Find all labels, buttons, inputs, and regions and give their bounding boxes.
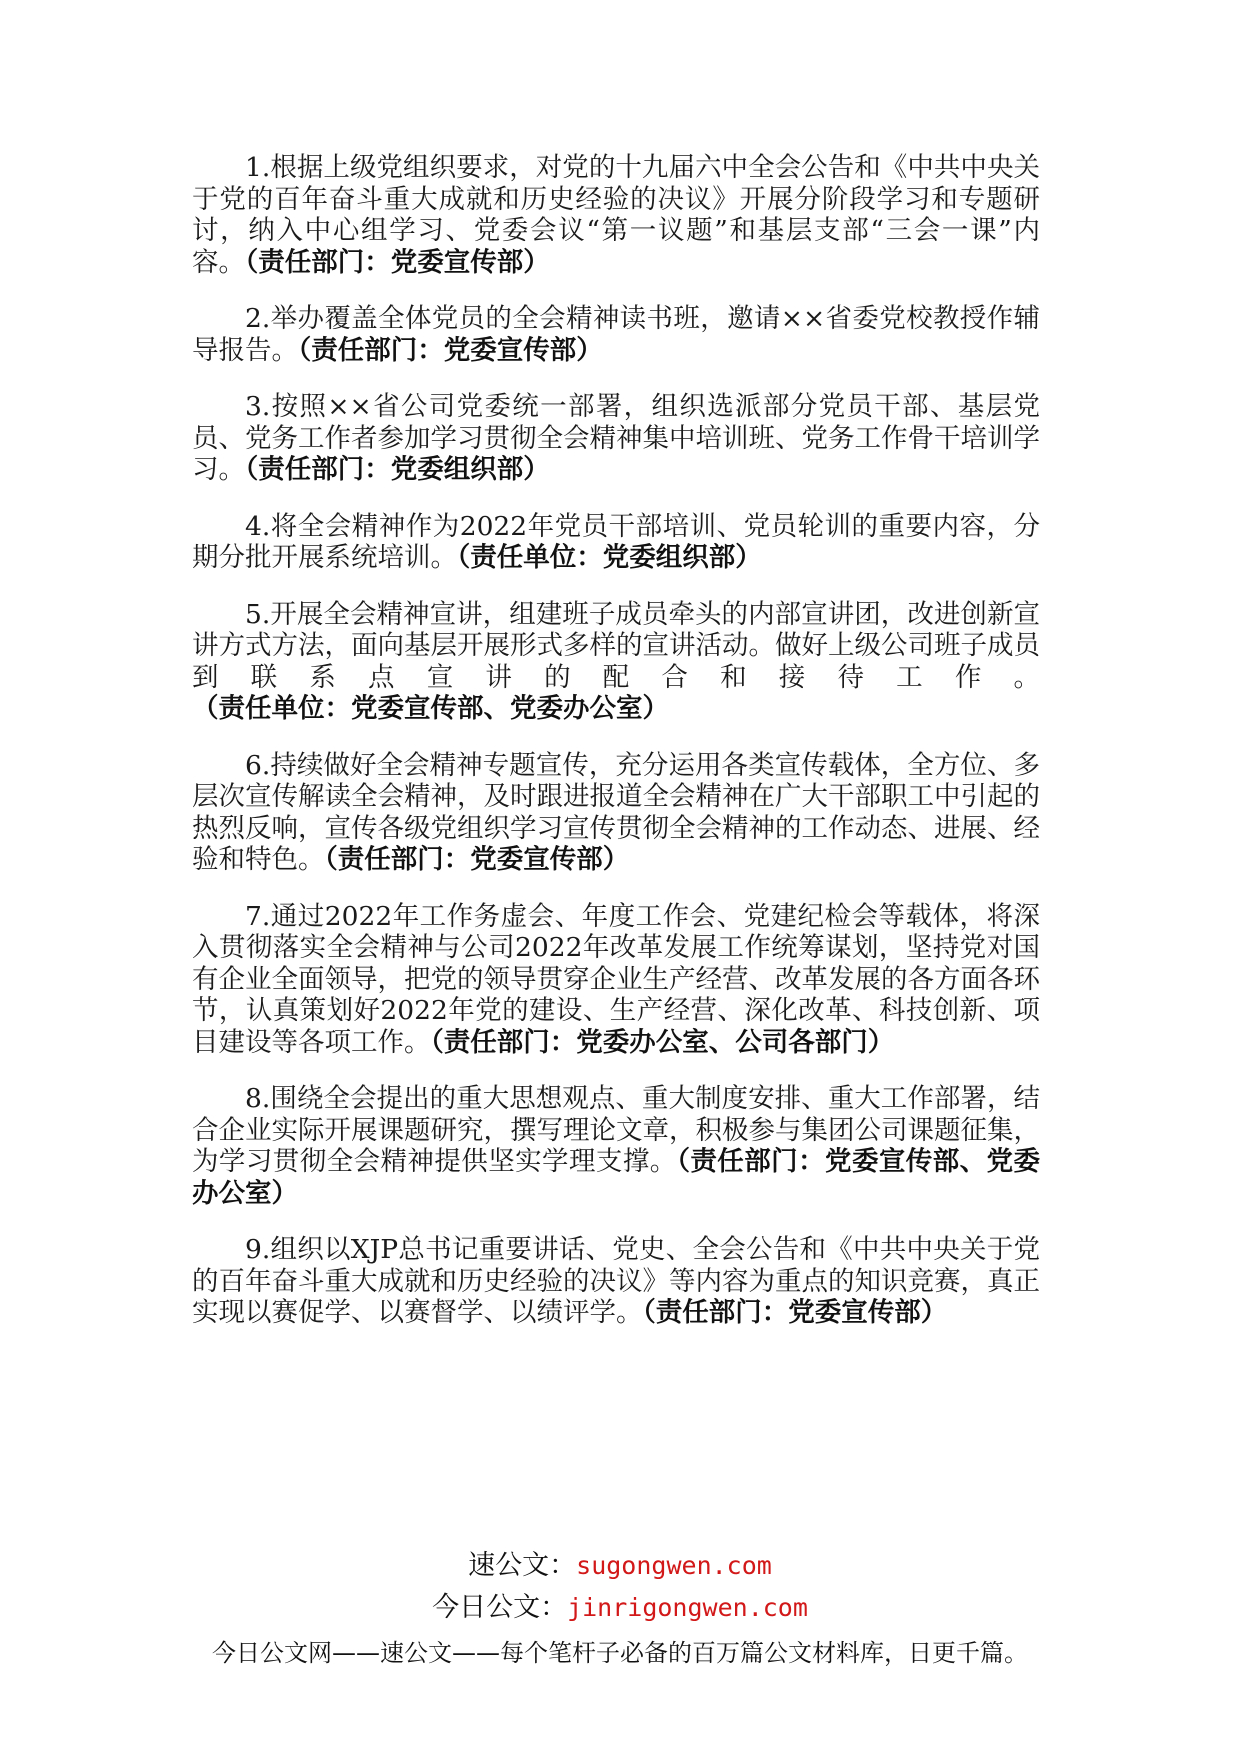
responsibility-label: （责任部门：党委宣传部） [245, 246, 550, 278]
list-item [192, 599, 1040, 725]
responsibility-label: （责任单位：党委组织部） [457, 542, 762, 573]
item-text: 4.将全会精神作为2022年党员干部培训、党员轮训的重要内容，分期分批开展系统培训。 [192, 510, 1040, 573]
item-text: 3.按照××省公司党委统一部署，组织选派部分党员干部、基层党员、党务工作者参加学习贯彻全会精神集中培训班、党务工作骨干培训学习。 [192, 391, 1040, 485]
list-item [192, 1083, 1040, 1209]
footer-label-sugongwen: 速公文： [468, 1550, 577, 1581]
item-text: 6.持续做好全会精神专题宣传，充分运用各类宣传载体，全方位、多层次宣传解读全会精神，及时跟进报道全会精神在广大干部职工中引起的热烈反响，宣传各级党组织学习宣传贯彻全会精神的工作动态、进展、经验和特色。 [192, 749, 1040, 875]
responsibility-label: （责任部门：党委宣传部） [642, 1297, 948, 1328]
list-item [192, 152, 1040, 278]
responsibility-label: （责任部门：党委宣传部、党委办公室） [192, 1146, 1041, 1209]
footer-sugongwen [0, 1548, 1240, 1584]
list-item [192, 750, 1040, 876]
document-body [192, 152, 1040, 1354]
list-item [192, 901, 1040, 1059]
item-text: 8.围绕全会提出的重大思想观点、重大制度安排、重大工作部署，结合企业实际开展课题研究，撰写理论文章，积极参与集团公司课题征集，为学习贯彻全会精神提供坚实学理支撑。 [192, 1083, 1040, 1177]
item-text: 9.组织以XJP总书记重要讲话、党史、全会公告和《中共中央关于党的百年奋斗重大成就和历史经验的决议》等内容为重点的知识竞赛，真正实现以赛促学、以赛督学、以绩评学。 [192, 1234, 1040, 1328]
responsibility-label: （责任部门：党委宣传部） [298, 334, 603, 366]
item-text: 1.根据上级党组织要求，对党的十九届六中全会公告和《中共中央关于党的百年奋斗重大成就和历史经验的决议》开展分阶段学习和专题研讨，纳入中心组学习、党委会议“第一议题”和基层支部“三会一课”内容。 [192, 152, 1040, 278]
item-text: 7.通过2022年工作务虚会、年度工作会、党建纪检会等载体，将深入贯彻落实全会精神与公司2022年改革发展工作统筹谋划，坚持党对国有企业全面领导，把党的领导贯穿企业生产经营、改革发展的各方面各环节，认真策划好2022年党的建设、生产经营、深化改革、科技创新、项目建设等各项工作。 [192, 900, 1040, 1058]
responsibility-label: （责任单位：党委宣传部、党委办公室） [192, 693, 669, 724]
footer-jinrigongwen [0, 1590, 1240, 1626]
list-item [192, 303, 1040, 366]
item-text: 5.开展全会精神宣讲，组建班子成员牵头的内部宣讲团，改进创新宣讲方式方法，面向基层开展形式多样的宣讲活动。做好上级公司班子成员到联系点宣讲的配合和接待工作。 [192, 598, 1040, 693]
list-item [192, 511, 1040, 574]
list-item [192, 1234, 1040, 1329]
responsibility-label: （责任部门：党委办公室、公司各部门） [430, 1026, 895, 1058]
footer-label-jinrigongwen: 今日公文： [432, 1592, 568, 1623]
footer-slogan: 今日公文网——速公文——每个笔杆子必备的百万篇公文材料库，日更千篇。 [212, 1639, 1028, 1667]
responsibility-label: （责任部门：党委宣传部） [324, 844, 630, 875]
responsibility-label: （责任部门：党委组织部） [245, 454, 550, 485]
list-item [192, 391, 1040, 486]
jinrigongwen-link[interactable]: jinrigongwen.com [567, 1593, 808, 1622]
item-text: 2.举办覆盖全体党员的全会精神读书班，邀请××省委党校教授作辅导报告。 [192, 303, 1040, 366]
sugongwen-link[interactable]: sugongwen.com [576, 1551, 772, 1580]
